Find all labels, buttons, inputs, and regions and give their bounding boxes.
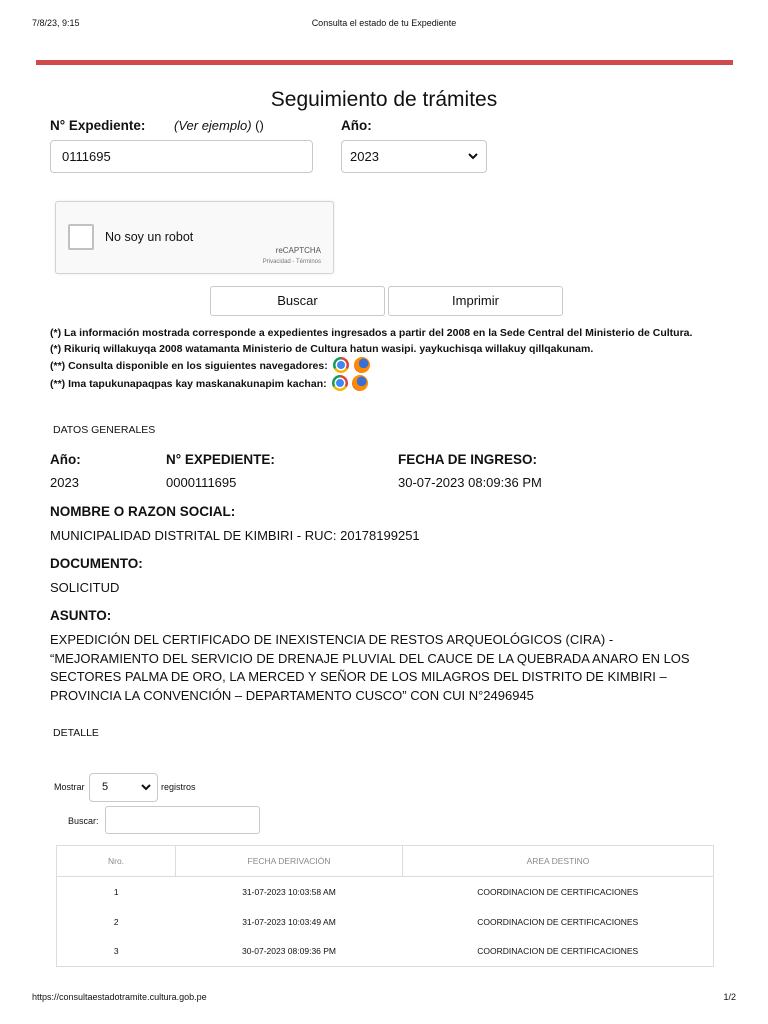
ver-ejemplo-paren: () — [255, 118, 264, 133]
table-row — [57, 877, 714, 907]
chrome-icon — [333, 357, 349, 373]
recaptcha-links[interactable]: Privacidad - Términos — [262, 259, 321, 265]
anio-value: 2023 — [50, 475, 79, 490]
note-line: (*) Rikuriq willakuyqa 2008 watamanta Ministerio de Cultura hatun wasipi. yaykuchisqa willakuy qillqakunam. — [50, 342, 594, 355]
asunto-value: EXPEDICIÓN DEL CERTIFICADO DE INEXISTENCIA DE RESTOS ARQUEOLÓGICOS (CIRA) - “MEJORAMIENTO DEL SERVICIO DE DRENAJE PLUVIAL DEL CAUCE DE LA QUEBRADA ANARO EN LOS SECTORES PALMA DE ORO, LA MERCED Y SEÑOR DE LOS MILAGROS DEL DISTRITO DE KIMBIRI – PROVINCIA LA CONVENCIÓN – DEPARTAMENTO CUSCO” CON CUI N°2496945 — [50, 632, 690, 703]
recaptcha-widget — [55, 201, 334, 274]
anio-select-value: 2023 — [350, 149, 379, 164]
anio-header: Año: — [50, 452, 81, 467]
documento-value: SOLICITUD — [50, 580, 120, 595]
note-text: (**) Consulta disponible en los siguientes navegadores: — [50, 360, 328, 372]
nombre-value: MUNICIPALIDAD DISTRITAL DE KIMBIRI - RUC: 20178199251 — [50, 528, 420, 543]
mostrar-label: Mostrar — [54, 782, 85, 792]
recaptcha-label: No soy un robot — [105, 230, 194, 244]
firefox-icon — [352, 375, 368, 391]
print-url: https://consultaestadotramite.cultura.gob.pe — [32, 992, 207, 1002]
table-cell: COORDINACION DE CERTIFICACIONES — [477, 886, 639, 897]
chevron-down-icon — [140, 774, 152, 801]
accent-bar — [36, 60, 733, 65]
buscar-label: Buscar: — [68, 816, 99, 826]
anio-select[interactable] — [341, 140, 487, 173]
anio-label: Año: — [341, 118, 372, 133]
notes — [50, 326, 710, 392]
ver-ejemplo-link[interactable] — [174, 118, 264, 133]
mostrar-select[interactable] — [89, 773, 158, 802]
table-row — [57, 907, 714, 937]
buscar-button[interactable]: Buscar — [210, 286, 385, 316]
chrome-icon — [332, 375, 348, 391]
detalle-label: DETALLE — [53, 727, 99, 739]
table-cell: 31-07-2023 10:03:58 AM — [242, 886, 336, 897]
print-page-number: 1/2 — [723, 992, 736, 1002]
table-cell: COORDINACION DE CERTIFICACIONES — [477, 916, 639, 927]
note-line: (*) La información mostrada corresponde a expedientes ingresados a partir del 2008 en la Sede Central del Ministerio de Cultura. — [50, 327, 693, 339]
expediente-value: 0000111695 — [166, 475, 237, 490]
column-header-fecha[interactable]: FECHA DERIVACIÓN — [176, 846, 403, 877]
datos-generales-label: DATOS GENERALES — [53, 424, 156, 436]
documento-header: DOCUMENTO: — [50, 556, 143, 571]
note-line — [50, 375, 710, 393]
note-text: (**) Ima tapukunapaqpas kay maskanakunapim kachan: — [50, 377, 327, 390]
imprimir-button[interactable]: Imprimir — [388, 286, 563, 316]
detalle-table — [56, 845, 714, 967]
recaptcha-brand: reCAPTCHA — [275, 246, 321, 255]
expediente-header: N° EXPEDIENTE: — [166, 452, 275, 467]
table-cell: 1 — [113, 886, 119, 897]
recaptcha-checkbox[interactable] — [68, 224, 94, 250]
print-title: Consulta el estado de tu Expediente — [311, 18, 457, 28]
firefox-icon — [354, 357, 370, 373]
nombre-header: NOMBRE O RAZON SOCIAL: — [50, 504, 236, 519]
fecha-ingreso-header: FECHA DE INGRESO: — [398, 452, 538, 467]
ver-ejemplo-text[interactable]: (Ver ejemplo) — [174, 118, 252, 133]
column-header-nro[interactable]: Nro. — [57, 846, 176, 877]
expediente-input[interactable]: 0111695 — [50, 140, 313, 173]
chevron-down-icon — [466, 141, 480, 172]
table-cell: 31-07-2023 10:03:49 AM — [242, 916, 336, 927]
expediente-label: N° Expediente: — [50, 118, 146, 133]
table-header-row — [57, 846, 714, 877]
fecha-ingreso-value: 30-07-2023 08:09:36 PM — [398, 475, 542, 490]
table-cell: 30-07-2023 08:09:36 PM — [241, 946, 337, 957]
mostrar-select-value: 5 — [102, 781, 109, 793]
table-cell: COORDINACION DE CERTIFICACIONES — [477, 946, 639, 957]
registros-label: registros — [161, 782, 196, 792]
column-header-area[interactable]: AREA DESTINO — [403, 846, 714, 877]
print-date: 7/8/23, 9:15 — [32, 18, 80, 28]
table-cell: 2 — [113, 916, 119, 927]
table-row — [57, 937, 714, 967]
table-cell: 3 — [113, 946, 119, 957]
asunto-header: ASUNTO: — [50, 608, 112, 623]
table-search-input[interactable] — [105, 806, 260, 834]
page-title: Seguimiento de trámites — [270, 88, 498, 111]
note-line — [50, 357, 710, 375]
